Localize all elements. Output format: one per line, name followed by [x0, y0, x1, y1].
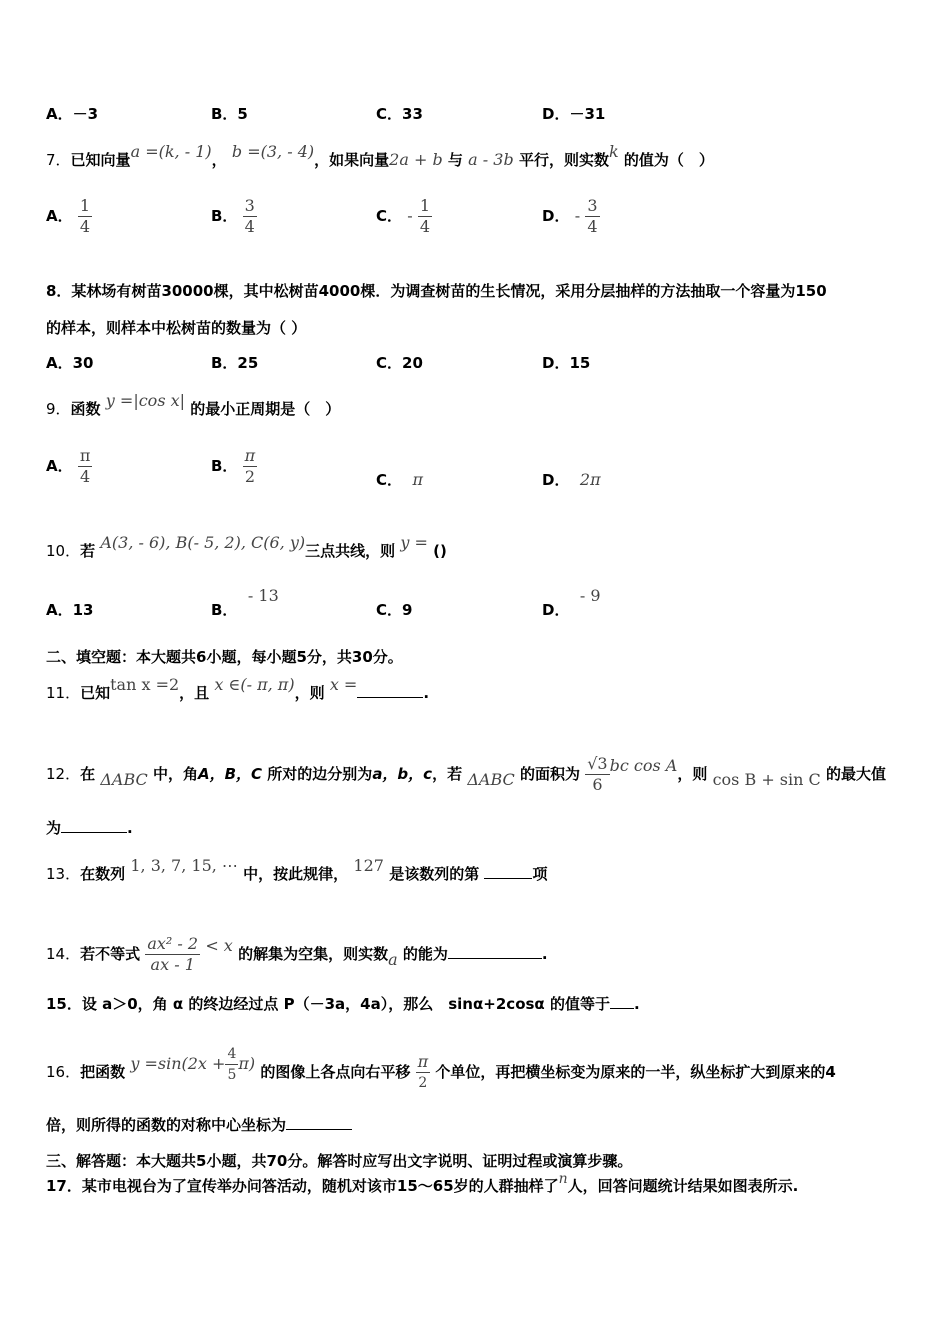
q7-option-d-fraction [585, 196, 599, 237]
q12-triangle-2: ΔABC [467, 770, 515, 789]
q7-option-c-sign: - [407, 206, 413, 225]
q12-expr: cos B + sin C [712, 770, 821, 789]
q13-text: 在数列 [80, 865, 126, 883]
question-11 [46, 675, 430, 703]
q13-value: 127 [353, 856, 384, 875]
q13-answer-blank[interactable] [484, 864, 532, 879]
frac-num: 4 [225, 1044, 238, 1065]
q7-option-a-fraction [78, 196, 92, 237]
q12-text: 在 [80, 765, 96, 783]
frac-num: π [417, 1052, 429, 1071]
q14-text: 的能为 [402, 945, 448, 963]
question-16 [46, 1046, 836, 1093]
q9-expr: y =|cos x| [105, 391, 186, 410]
q9-option-b-label: B． [211, 457, 238, 475]
q12-text: ，则 [677, 765, 708, 783]
q12-text: ，若 [432, 765, 463, 783]
q7-option-b-fraction [243, 196, 257, 237]
q7-option-b-label: B． [211, 207, 238, 225]
q7-option-c-label: C． [376, 207, 403, 225]
frac-den: 4 [419, 217, 431, 236]
q13-number: 13． [46, 865, 81, 883]
q10-option-c: C．9 [376, 601, 413, 619]
q7-option-b [211, 196, 257, 237]
q10-text: 三点共线，则 [305, 542, 396, 560]
q17-n: n [558, 1171, 568, 1187]
q7-expr-2: a - 3b [468, 150, 514, 169]
frac-num: π [244, 446, 256, 465]
q12-text: 的面积为 [519, 765, 580, 783]
q11-number: 11． [46, 684, 81, 702]
q7-text: 已知向量 [70, 151, 131, 169]
q12-text: . [127, 819, 133, 837]
q6-option-d: D．－31 [542, 105, 606, 123]
question-12 [46, 754, 886, 795]
q14-fraction [145, 934, 200, 975]
q8-option-a: A．30 [46, 354, 94, 372]
q14-text: . [541, 945, 548, 963]
q12-answer-blank[interactable] [61, 818, 127, 833]
q13-sequence: 1, 3, 7, 15, ⋯ [130, 856, 238, 875]
q16-shift-fraction [416, 1052, 431, 1093]
q10-option-a: A．13 [46, 601, 94, 619]
q11-expr-3: x = [329, 675, 358, 694]
q12-text: 为 [46, 819, 62, 837]
section-3-heading: 三、解答题：本大题共5小题，共70分。解答时应写出文字说明、证明过程或演算步骤。 [46, 1152, 633, 1170]
question-7 [46, 142, 714, 170]
q9-option-c-value: π [412, 470, 423, 489]
q13-text: 中，按此规律， [243, 865, 349, 883]
q14-text: 若不等式 [80, 945, 141, 963]
q13-text: 项 [532, 865, 548, 883]
frac-num: π [79, 446, 91, 465]
q9-option-d [542, 469, 601, 490]
q8-option-d: D．15 [542, 354, 591, 372]
q7-option-d [542, 196, 600, 237]
q7-text: 与 [447, 151, 463, 169]
q7-text: 平行，则实数 [518, 151, 609, 169]
q12-number: 12． [46, 765, 81, 783]
frac-num: 3 [587, 196, 598, 215]
frac-den: 4 [244, 217, 255, 236]
frac-den: 5 [227, 1067, 237, 1083]
q6-option-b: B．5 [211, 105, 248, 123]
q11-expr-2: x ∈(- π, π) [214, 675, 295, 694]
q10-option-d-value: - 9 [579, 586, 601, 605]
q16-expr-left: y =sin(2x + [130, 1054, 226, 1073]
q9-option-c [376, 469, 423, 490]
q7-option-d-label: D． [542, 207, 570, 225]
q7-option-a [46, 196, 92, 237]
q12-text: 所对的边分别为 [267, 765, 373, 783]
q9-option-a-fraction [78, 446, 93, 487]
frac-num: ax² - 2 [147, 934, 199, 953]
q9-option-a-label: A． [46, 457, 73, 475]
q7-option-d-sign: - [574, 206, 581, 225]
q7-option-a-label: A． [46, 207, 73, 225]
q11-text: ，则 [294, 684, 325, 702]
q9-option-b [211, 446, 257, 487]
question-14 [46, 934, 548, 975]
q12-area-fraction [585, 754, 609, 795]
q16-text: 倍，则所得的函数的对称中心坐标为 [46, 1116, 287, 1134]
q16-text: 把函数 [80, 1063, 126, 1081]
q10-text: () [433, 542, 447, 560]
question-17 [46, 1171, 799, 1196]
q14-relation: < x [205, 936, 233, 955]
q7-option-c [376, 196, 432, 237]
frac-num: 1 [419, 196, 431, 215]
q9-option-b-fraction [243, 446, 258, 487]
q16-text: 的图像上各点向右平移 [260, 1063, 411, 1081]
q13-text: 是该数列的第 [389, 865, 480, 883]
q8-option-c: C．20 [376, 354, 423, 372]
q6-option-a: A．－3 [46, 105, 99, 123]
section-2-heading: 二、填空题：本大题共6小题，每小题5分，共30分。 [46, 648, 403, 666]
q10-option-d-label: D． [542, 601, 570, 619]
question-9 [46, 391, 341, 419]
q12-triangle-1: ΔABC [100, 770, 148, 789]
q17-text: 17．某市电视台为了宣传举办问答活动，随机对该市15～65岁的人群抽样了 [46, 1177, 559, 1195]
q10-option-b-value: - 13 [247, 586, 279, 605]
q7-expr-1: 2a + b [389, 150, 443, 169]
q7-vector-b: b =(3, - 4) [231, 142, 315, 161]
q11-text: 已知 [80, 684, 111, 702]
q16-fraction [225, 1044, 238, 1085]
q14-text: 的解集为空集，则实数 [238, 945, 389, 963]
q9-option-d-value: 2π [579, 470, 601, 489]
q7-option-c-fraction [418, 196, 432, 237]
q10-text: 若 [80, 542, 96, 560]
q15-text: . [633, 995, 640, 1013]
q15-answer-blank[interactable] [610, 994, 634, 1009]
q9-option-a [46, 446, 92, 487]
q12-area-rest: bc cos A [609, 756, 678, 775]
frac-den: 2 [244, 467, 256, 486]
q10-number: 10． [46, 542, 81, 560]
q16-number: 16． [46, 1063, 81, 1081]
q8-option-b: B．25 [211, 354, 259, 372]
q11-answer-blank[interactable] [357, 683, 423, 698]
frac-den: 4 [80, 467, 91, 486]
frac-num: 3 [244, 196, 255, 215]
q16-expr-right: π) [238, 1054, 256, 1073]
question-8-line-2: 的样本，则样本中松树苗的数量为（ ） [46, 319, 307, 337]
q9-text: 的最小正周期是（ ） [190, 400, 341, 418]
q12-text: 的最大值 [826, 765, 887, 783]
q9-number: 9． [46, 400, 71, 418]
q14-a: a [388, 950, 398, 969]
q12-sides: a，b，c [372, 765, 433, 783]
frac-num: √3 [587, 754, 608, 773]
frac-den: ax - 1 [150, 955, 195, 974]
frac-den: 4 [587, 217, 598, 236]
q7-number: 7． [46, 151, 71, 169]
q7-text: 的值为（ ） [623, 151, 714, 169]
q7-text: ，如果向量 [314, 151, 390, 169]
q12-text: 中，角 [152, 765, 198, 783]
question-10 [46, 533, 447, 561]
q10-option-b-label: B． [211, 601, 238, 619]
q9-option-d-label: D． [542, 471, 570, 489]
question-8-line-1: 8．某林场有树苗30000棵，其中松树苗4000棵．为调查树苗的生长情况，采用分层抽样的方法抽取一个容量为150 [46, 282, 827, 300]
frac-den: 4 [79, 217, 91, 236]
q14-number: 14． [46, 945, 81, 963]
frac-num: 1 [79, 196, 91, 215]
q10-option-b [211, 586, 279, 620]
q14-answer-blank[interactable] [448, 944, 542, 959]
frac-den: 6 [592, 775, 603, 794]
q10-expr-2: y = [400, 533, 428, 552]
question-12-line-2 [46, 817, 133, 838]
q16-answer-blank[interactable] [286, 1115, 352, 1130]
q9-text: 函数 [70, 400, 101, 418]
q7-vector-a: a =(k, - 1) [130, 142, 212, 161]
q11-text: ，且 [179, 684, 210, 702]
q11-text: . [423, 684, 430, 702]
q7-text: ， [211, 151, 227, 169]
q7-k: k [608, 142, 619, 161]
q12-angles: A，B，C [198, 765, 263, 783]
q6-option-c: C．33 [376, 105, 423, 123]
q17-text: 人，回答问题统计结果如图表所示. [567, 1177, 799, 1195]
q16-text: 个单位，再把横坐标变为原来的一半，纵坐标扩大到原来的4 [435, 1063, 836, 1081]
question-15 [46, 993, 640, 1014]
q11-expr-1: tan x =2 [110, 675, 180, 694]
q10-option-d [542, 586, 601, 620]
frac-den: 2 [418, 1075, 428, 1091]
question-16-line-2 [46, 1114, 352, 1135]
question-13 [46, 856, 548, 884]
q10-expr: A(3, - 6), B(- 5, 2), C(6, y) [100, 533, 306, 552]
q9-option-c-label: C． [376, 471, 403, 489]
q15-text: 15．设 a＞0，角 α 的终边经过点 P（－3a，4a），那么 sinα+2cosα 的值等于 [46, 995, 610, 1013]
